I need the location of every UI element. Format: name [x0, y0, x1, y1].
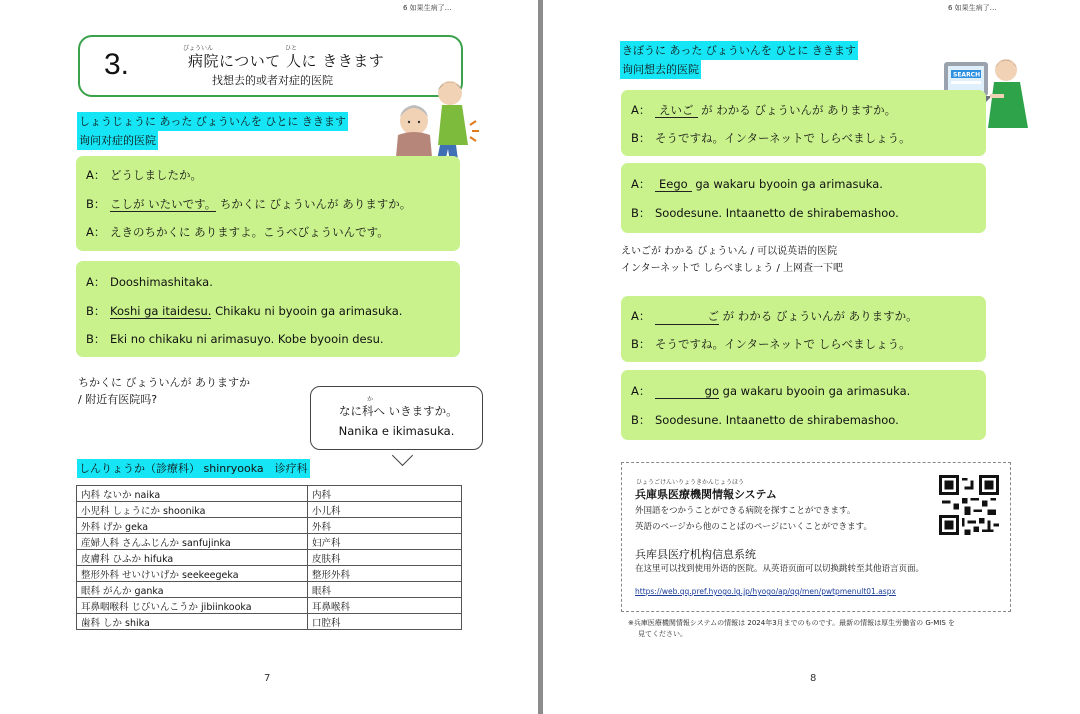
section-label — [77, 112, 348, 150]
dialog-underlined: こしが いたいです。 — [110, 197, 217, 211]
info-title: 兵庫県医療機関情報システム — [635, 488, 777, 501]
page-number: 7 — [264, 673, 271, 684]
section-label-sub: 询问想去的医院 — [620, 60, 701, 79]
section-label-text: しょうじょうに あった びょういんを ひとに ききます — [77, 112, 348, 131]
dialog-line — [631, 205, 899, 221]
vocab-title-text: しんりょうか（診療科） shinryooka 诊疗科 — [77, 459, 310, 478]
speaker: B： — [86, 197, 106, 211]
search-sign: SEARCH — [953, 71, 981, 79]
speaker: A： — [86, 225, 106, 239]
note-line: えいごが わかる びょういん / 可以说英语的医院 — [621, 246, 838, 257]
dialog-line — [86, 274, 213, 290]
table-row — [77, 502, 462, 518]
table-row — [77, 598, 462, 614]
dialog-line — [86, 224, 389, 240]
speaker: B： — [631, 337, 651, 351]
speaker: B： — [86, 304, 106, 318]
department-cn: 外科 — [308, 518, 462, 534]
note-line: ちかくに びょういんが ありますか — [78, 376, 250, 389]
dialog-line — [631, 336, 911, 352]
speaker: A： — [631, 177, 651, 191]
info-desc-2: 英語のページから他のことばのページにいくことができます。 — [635, 522, 872, 532]
department-jp: 内科 ないか naika — [77, 486, 308, 502]
info-url-link[interactable]: https://web.qq.pref.hyogo.lg.jp/hyogo/ap/qq/men/pwtpmenult01.aspx — [635, 587, 896, 596]
footnote — [628, 618, 955, 640]
dialog-text: そうですね。インターネットで しらべましょう。 — [655, 337, 911, 351]
dialog-text: えきのちかくに ありますよ。こうべびょういんです。 — [110, 225, 389, 239]
footnote-line: ※兵庫医療機関情報システムの情報は 2024年3月までのものです。最新の情報は厚生労働省の G-MIS を — [628, 619, 956, 627]
footnote-line: 見てください。 — [638, 630, 687, 638]
speaker: A： — [86, 168, 106, 182]
department-jp: 皮膚科 ひふか hifuka — [77, 550, 308, 566]
speaker: B： — [631, 206, 651, 220]
hospital-info-box — [621, 462, 1011, 612]
dialog-text: Soodesune. Intaanetto de shirabemashoo. — [655, 206, 899, 220]
department-jp: 外科 げか geka — [77, 518, 308, 534]
ruby-hospital: びょういん — [183, 45, 214, 52]
dialog-line — [631, 130, 911, 146]
dialog2-romaji — [621, 370, 986, 440]
dialog-line — [631, 412, 899, 428]
dialog1-romaji — [621, 163, 986, 233]
lesson-subtitle: 找想去的或者对症的医院 — [212, 74, 333, 87]
table-row — [77, 486, 462, 502]
department-cn: 眼科 — [308, 582, 462, 598]
table-row — [77, 582, 462, 598]
dialog-text: ちかくに びょういんが ありますか。 — [219, 197, 412, 211]
department-cn: 口腔科 — [308, 614, 462, 630]
speaker: A： — [631, 103, 651, 117]
dialog2-japanese — [621, 296, 986, 362]
department-jp: 産婦人科 さんふじんか sanfujinka — [77, 534, 308, 550]
dialog-underlined: Koshi ga itaidesu. — [110, 304, 212, 318]
info-cn-title: 兵库县医疗机构信息系统 — [635, 548, 756, 561]
table-row — [77, 550, 462, 566]
speaker: A： — [631, 384, 651, 398]
dialog-text: ga wakaru byooin ga arimasuka. — [722, 384, 911, 398]
vocab-notes — [621, 243, 843, 277]
bubble-line-jp: なに科へ いきますか。 — [339, 404, 458, 418]
dialog-text: が わかる びょういんが ありますか。 — [701, 103, 897, 117]
ruby-ka: か — [367, 396, 374, 403]
dialog-line — [86, 303, 402, 319]
dialog-underlined: Eego — [655, 177, 692, 192]
vocab-title — [77, 459, 310, 478]
dialog-text: そうですね。インターネットで しらべましょう。 — [655, 131, 911, 145]
dialog-japanese — [76, 156, 460, 251]
department-jp: 整形外科 せいけいげか seekeegeka — [77, 566, 308, 582]
department-jp: 耳鼻咽喉科 じびいんこうか jibiinkooka — [77, 598, 308, 614]
department-jp: 歯科 しか shika — [77, 614, 308, 630]
dialog-line — [86, 331, 384, 347]
speaker: A： — [631, 309, 651, 323]
department-cn: 耳鼻喉科 — [308, 598, 462, 614]
department-cn: 皮肤科 — [308, 550, 462, 566]
table-row — [77, 614, 462, 630]
speech-bubble — [310, 386, 483, 450]
info-title-ruby: ひょうごけんいりょうきかんじょうほう — [636, 479, 745, 486]
dialog1-japanese — [621, 90, 986, 156]
bubble-line-romaji: Nanika e ikimasuka. — [338, 424, 455, 438]
dialog-text: が わかる びょういんが ありますか。 — [722, 309, 918, 323]
dialog-line — [631, 102, 896, 118]
section-label-sub: 询问对症的医院 — [77, 131, 158, 150]
note-line: インターネットで しらべましょう / 上网查一下吧 — [621, 263, 844, 274]
table-row — [77, 566, 462, 582]
dialog-underlined: えいご — [655, 103, 698, 118]
fill-in-blank: go — [655, 384, 719, 399]
department-cn: 妇产科 — [308, 534, 462, 550]
qr-code-icon[interactable] — [939, 475, 999, 535]
page-7 — [0, 0, 538, 714]
dialog-text: どうしましたか。 — [110, 168, 202, 182]
note-line: / 附近有医院吗? — [78, 393, 158, 406]
dialog-line — [631, 383, 910, 399]
dialog-text: Dooshimashitaka. — [110, 275, 213, 289]
section-label — [620, 41, 858, 79]
department-cn: 内科 — [308, 486, 462, 502]
speaker: B： — [631, 413, 651, 427]
department-jp: 眼科 がんか ganka — [77, 582, 308, 598]
dialog-line — [631, 176, 883, 192]
info-cn-desc: 在这里可以找到使用外语的医院。从英语页面可以切换跳转至其他语言页面。 — [635, 564, 925, 574]
dialog-line — [86, 167, 202, 183]
vocab-note — [78, 374, 250, 408]
department-cn: 小儿科 — [308, 502, 462, 518]
table-row — [77, 534, 462, 550]
speaker: B： — [631, 131, 651, 145]
lesson-title: 病院について 人に ききます — [188, 52, 385, 70]
header-note: 6 如果生病了… — [948, 4, 997, 12]
dialog-romaji — [76, 261, 460, 357]
department-table — [76, 485, 462, 630]
header-note: 6 如果生病了… — [403, 4, 452, 12]
department-jp: 小児科 しょうにか shoonika — [77, 502, 308, 518]
info-desc-1: 外国語をつかうことができる病院を探すことができます。 — [635, 506, 856, 516]
dialog-text: Soodesune. Intaanetto de shirabemashoo. — [655, 413, 899, 427]
lesson-number: 3. — [104, 48, 130, 81]
dialog-text: Eki no chikaku ni arimasuyo. Kobe byooin desu. — [110, 332, 384, 346]
speaker: B： — [86, 332, 106, 346]
speaker: A： — [86, 275, 106, 289]
page-number: 8 — [810, 673, 817, 684]
dialog-line — [631, 308, 918, 325]
dialog-text: Chikaku ni byooin ga arimasuka. — [215, 304, 403, 318]
ruby-person: ひと — [285, 45, 298, 52]
section-label-text: きぼうに あった びょういんを ひとに ききます — [620, 41, 858, 60]
fill-in-blank: ご — [655, 308, 719, 325]
dialog-text: ga wakaru byooin ga arimasuka. — [695, 177, 883, 191]
department-cn: 整形外科 — [308, 566, 462, 582]
dialog-line — [86, 196, 411, 212]
table-row — [77, 518, 462, 534]
